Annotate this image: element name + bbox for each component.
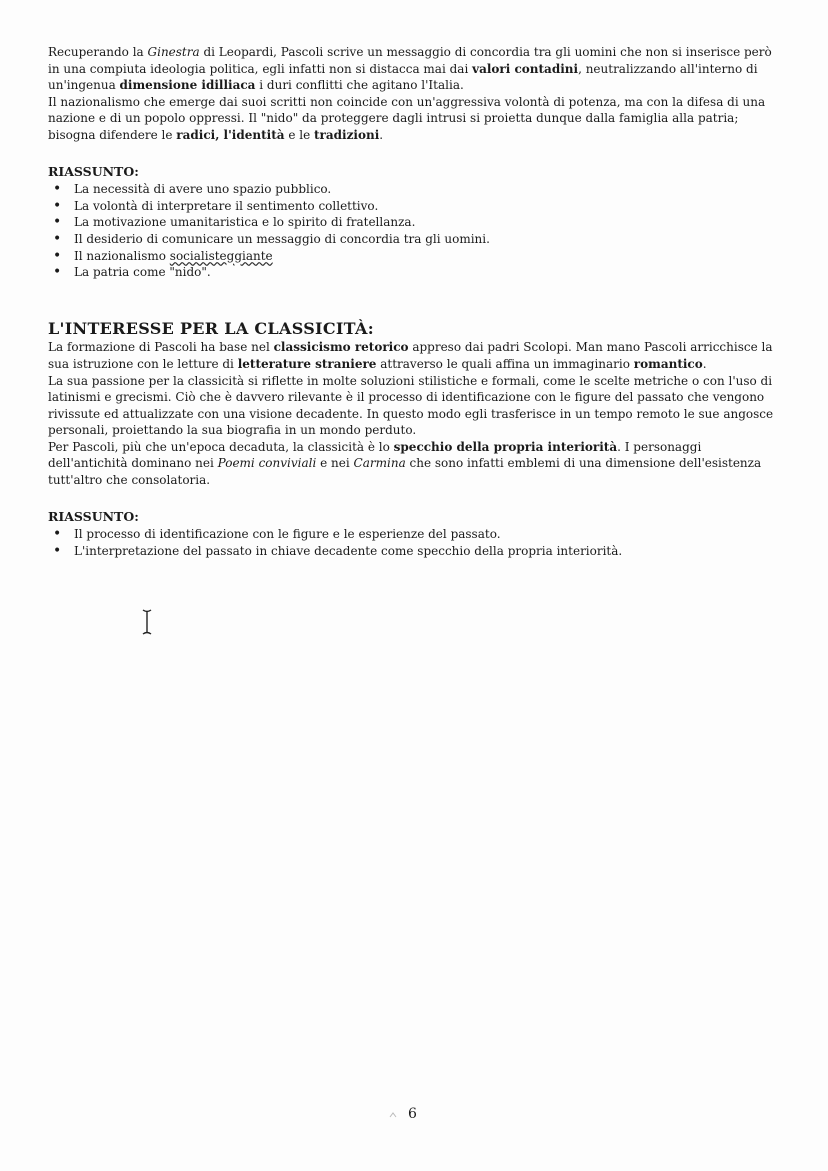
bullet-icon: • — [53, 247, 62, 264]
text-span: , neutralizzando all'interno di un'ingenua — [48, 61, 758, 93]
list-item — [48, 214, 778, 231]
riassunto-heading-1: RIASSUNTO: — [48, 163, 139, 179]
text-span: . — [379, 127, 384, 142]
bold-term: classicismo retorico — [273, 340, 409, 355]
list-item — [48, 543, 778, 560]
bold-term: valori contadini — [472, 61, 579, 76]
bold-term: tradizioni — [314, 127, 380, 142]
bullet-icon: • — [53, 542, 62, 559]
section2-paragraph-1 — [48, 339, 778, 372]
intro-paragraph-1 — [48, 44, 778, 94]
bold-term: radici — [176, 127, 216, 142]
bullet-icon: • — [53, 197, 62, 214]
list-item — [48, 231, 778, 248]
list-item-text: La motivazione umanitaristica e lo spirito di fratellanza. — [74, 215, 416, 230]
bold-term: specchio della propria interiorità — [393, 439, 618, 454]
bullet-icon: • — [53, 264, 62, 281]
text-span: La formazione di Pascoli ha base nel — [48, 340, 274, 355]
list-item-text: Il processo di identificazione con le figure e le esperienze del passato. — [74, 527, 501, 542]
italic-title-ginestra: Ginestra — [147, 45, 200, 59]
list-item — [48, 198, 778, 215]
list-item — [48, 264, 778, 281]
text-span: appreso dai padri Scolopi. Man mano Pascoli arricchisce la sua istruzione con le letture di — [48, 340, 773, 371]
text-span: . I personaggi dell'antichità dominano nei — [48, 439, 702, 471]
text-span: Il nazionalismo che emerge dai suoi scritti non coincide con un'aggressiva volontà di potenza, ma con la difesa di una nazione e di un popolo oppressi. Il "nido" da proteggere dagli intrusi si proietta dunque dalla famiglia alla patria; bisogna difendere le — [48, 94, 766, 142]
text-span: e le — [284, 127, 314, 142]
riassunto-list-1 — [48, 181, 778, 281]
bullet-icon: • — [53, 526, 62, 543]
intro-paragraph-2 — [48, 94, 778, 144]
section2-paragraph-3 — [48, 439, 778, 489]
text-span: Recuperando la — [48, 45, 148, 59]
bold-term: letterature straniere — [237, 356, 377, 371]
text-span: e nei — [316, 456, 354, 471]
list-item-text: La necessità di avere uno spazio pubblico. — [74, 182, 332, 197]
list-item-text: La patria come "nido". — [74, 265, 211, 280]
bullet-icon: • — [53, 214, 62, 231]
scan-speck-icon — [389, 1111, 397, 1119]
text-span: di Leopardi, Pascoli scrive un messaggio di concordia tra gli uomini che non si inserisce però in una compiuta ideologia politica, egli infatti non si distacca mai dai — [48, 45, 772, 76]
riassunto-heading-2: RIASSUNTO: — [48, 508, 139, 524]
text-span: Per Pascoli, più che un'epoca decaduta, la classicità è lo — [48, 439, 394, 454]
bold-term: dimensione idilliaca — [119, 78, 256, 93]
text-span: che sono infatti emblemi di una dimensione dell'esistenza tutt'altro che consolatoria. — [48, 456, 762, 488]
page-number: 6 — [408, 1106, 417, 1122]
list-item-text: L'interpretazione del passato in chiave decadente come specchio della propria interiorità. — [74, 543, 623, 558]
text-span: i duri conflitti che agitano l'Italia. — [255, 78, 464, 93]
italic-title-poemi: Poemi conviviali — [217, 456, 317, 471]
bullet-icon: • — [53, 230, 62, 247]
page-content — [48, 44, 778, 559]
underlined-word: socialisteggiante — [169, 248, 273, 263]
list-item-text: Il desiderio di comunicare un messaggio di concordia tra gli uomini. — [74, 231, 490, 246]
list-item — [48, 181, 778, 198]
text-span: . — [702, 356, 707, 371]
riassunto-list-2 — [48, 526, 778, 559]
bullet-icon: • — [53, 181, 62, 198]
list-item — [48, 526, 778, 543]
text-span: attraverso le quali affina un immaginario — [376, 356, 634, 371]
text-cursor-icon — [141, 608, 153, 636]
list-item — [48, 248, 778, 265]
text-span: , — [215, 127, 224, 142]
bold-term: romantico — [633, 356, 703, 371]
bold-term: l'identità — [223, 127, 285, 142]
italic-title-carmina: Carmina — [353, 456, 406, 471]
list-item-text: La volontà di interpretare il sentimento collettivo. — [74, 198, 379, 213]
section-title-classicita: L'INTERESSE PER LA CLASSICITÀ: — [48, 318, 374, 338]
section2-paragraph-2: La sua passione per la classicità si riflette in molte soluzioni stilistiche e formali, come le scelte metriche o con l'uso di latinismi e grecismi. Ciò che è davvero rilevante è il processo di identificazione con le figure del passato che vengono rivissute ed attualizzate con una visione decadente. In questo modo egli trasferisce in un tempo remoto le sue angosce personali, proiettando la sua biografia in un mondo perduto. — [48, 373, 774, 438]
list-item-text: Il nazionalismo — [74, 248, 170, 263]
